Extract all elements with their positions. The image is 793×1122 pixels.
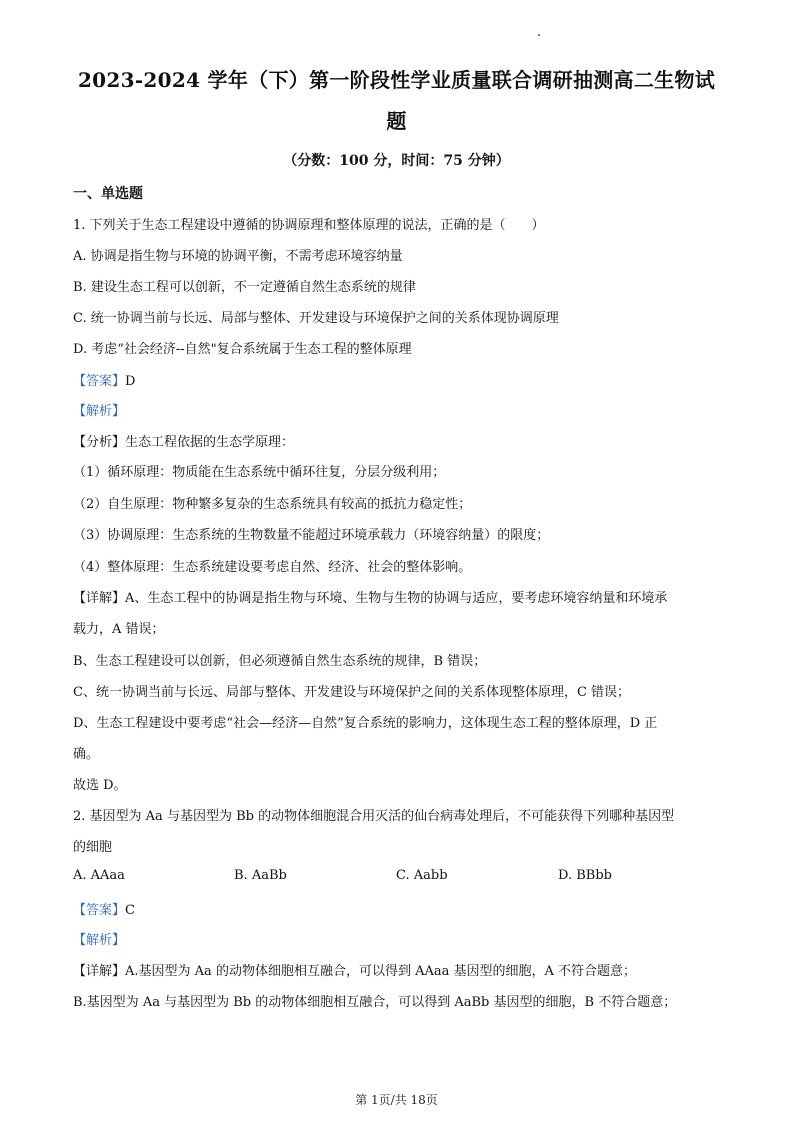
q1-option-c: C. 统一协调当前与长远、局部与整体、开发建设与环境保护之间的关系体现协调原理 bbox=[73, 311, 559, 326]
page-speck bbox=[538, 34, 540, 36]
q2-answer: C bbox=[125, 903, 135, 918]
q1-option-a: A. 协调是指生物与环境的协调平衡，不需考虑环境容纳量 bbox=[73, 249, 403, 264]
q1-conclusion: 故选 D。 bbox=[73, 778, 127, 793]
q1-option-b: B. 建设生态工程可以创新，不一定遵循自然生态系统的规律 bbox=[73, 280, 416, 295]
analysis-tag: 【解析】 bbox=[73, 933, 126, 948]
q1-answer: D bbox=[125, 374, 136, 389]
q1-stem: 1. 下列关于生态工程建设中遵循的协调原理和整体原理的说法，正确的是（ ） bbox=[73, 218, 545, 233]
q1-fenxi: 生态工程依据的生态学原理： bbox=[125, 435, 295, 450]
q1-detail-c: C、统一协调当前与长远、局部与整体、开发建设与环境保护之间的关系体现整体原理，C 错误； bbox=[73, 685, 631, 700]
detail-tag: 【详解】 bbox=[73, 964, 126, 979]
q2-option-d: D. BBbb bbox=[558, 868, 612, 883]
exam-title-line1: 2023-2024 学年（下）第一阶段性学业质量联合调研抽测高二生物试 bbox=[77, 68, 716, 92]
q1-answer-row bbox=[73, 370, 135, 389]
q2-detail-a: A.基因型为 Aa 的动物体细胞相互融合，可以得到 AAaa 基因型的细胞，A 不符合题意； bbox=[125, 964, 637, 979]
q2-option-a: A. AAaa bbox=[73, 868, 125, 883]
q2-detail-b: B.基因型为 Aa 与基因型为 Bb 的动物体细胞相互融合，可以得到 AaBb 基因型的细胞，B 不符合题意； bbox=[73, 995, 677, 1010]
q2-option-b: B. AaBb bbox=[234, 868, 287, 883]
q1-principle-3: （3）协调原理：生态系统的生物数量不能超过环境承载力（环境容纳量）的限度； bbox=[73, 528, 550, 543]
q1-principle-2: （2）自生原理：物种繁多复杂的生态系统具有较高的抵抗力稳定性； bbox=[73, 497, 472, 512]
q1-detail-a-row bbox=[73, 587, 667, 606]
q1-detail-b: B、生态工程建设可以创新，但必须遵循自然生态系统的规律，B 错误； bbox=[73, 654, 487, 669]
exam-title-line2: 题 bbox=[386, 109, 407, 133]
q1-detail-d1: D、生态工程建设中要考虑“社会—经济—自然”复合系统的影响力，这体现生态工程的整体原理，D 正 bbox=[73, 716, 658, 731]
section-heading: 一、单选题 bbox=[73, 186, 143, 202]
q2-stem-line2: 的细胞 bbox=[73, 840, 113, 855]
answer-tag: 【答案】 bbox=[73, 374, 126, 389]
q2-answer-row bbox=[73, 899, 135, 918]
q2-detail-a-row bbox=[73, 960, 636, 979]
answer-tag: 【答案】 bbox=[73, 903, 126, 918]
q1-principle-1: （1）循环原理：物质能在生态系统中循环往复，分层分级利用； bbox=[73, 465, 446, 480]
q1-principle-4: （4）整体原理：生态系统建设要考虑自然、经济、社会的整体影响。 bbox=[73, 560, 472, 575]
q2-stem-line1: 2. 基因型为 Aa 与基因型为 Bb 的动物体细胞混合用灭活的仙台病毒处理后，不可能获得下列哪种基因型 bbox=[73, 809, 675, 824]
analysis-tag: 【解析】 bbox=[73, 404, 126, 419]
q1-detail-a1: A、生态工程中的协调是指生物与环境、生物与生物的协调与适应，要考虑环境容纳量和环境承 bbox=[125, 591, 668, 606]
q2-option-c: C. Aabb bbox=[396, 868, 448, 883]
exam-subtitle: （分数：100 分，时间：75 分钟） bbox=[283, 153, 510, 169]
page-footer: 第 1页/共 18页 bbox=[355, 1093, 438, 1107]
fenxi-tag: 【分析】 bbox=[73, 435, 126, 450]
q1-fenxi-row bbox=[73, 431, 294, 450]
q1-detail-a2: 载力，A 错误； bbox=[73, 622, 165, 637]
q1-detail-d2: 确。 bbox=[73, 747, 100, 762]
detail-tag: 【详解】 bbox=[73, 591, 126, 606]
q1-option-d: D. 考虑“社会经济--自然"复合系统属于生态工程的整体原理 bbox=[73, 342, 412, 357]
